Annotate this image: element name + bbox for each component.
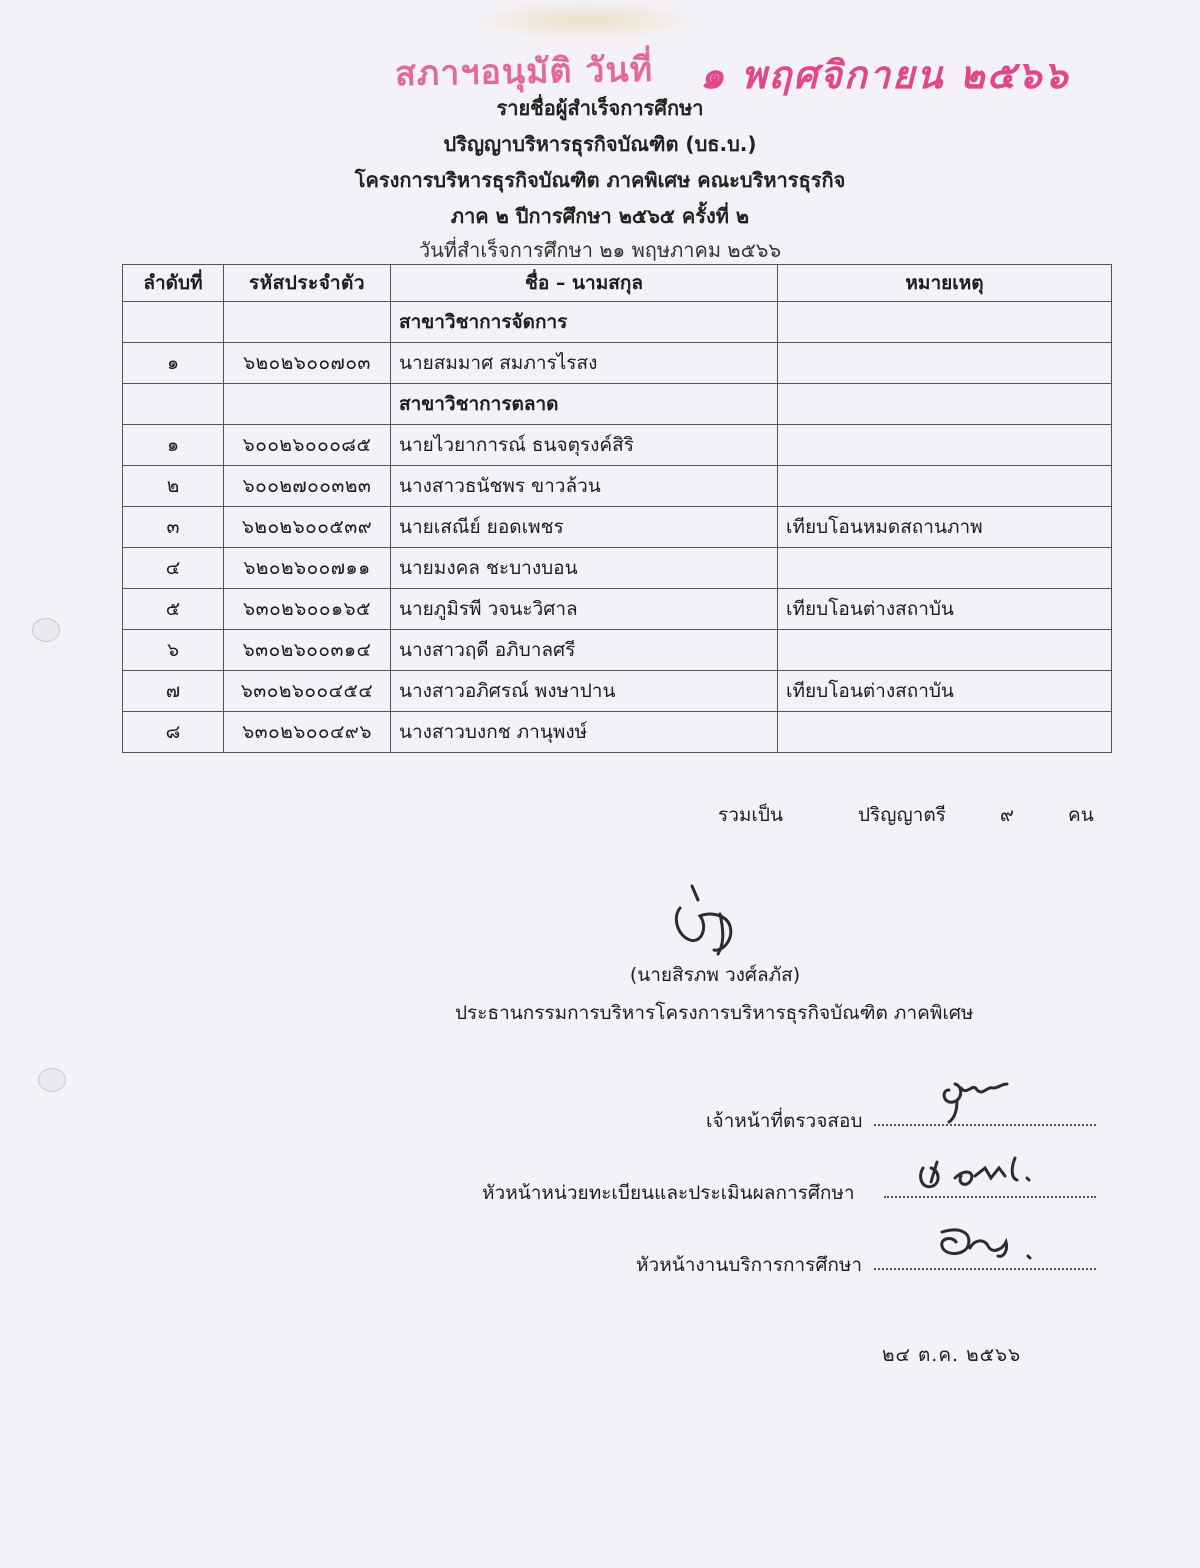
chair-title: ประธานกรรมการบริหารโครงการบริหารธุรกิจบัณฑิต ภาคพิเศษ	[455, 1002, 974, 1024]
table-row	[123, 425, 1112, 466]
punch-hole	[32, 618, 60, 642]
punch-hole	[38, 1068, 66, 1092]
row-no-cell: ๘	[123, 712, 224, 753]
table-row	[123, 466, 1112, 507]
note-cell	[778, 425, 1112, 466]
title-line-3: โครงการบริหารธุรกิจบัณฑิต ภาคพิเศษ คณะบริหารธุรกิจ	[354, 168, 846, 192]
row-no-cell: ๕	[123, 589, 224, 630]
note-cell	[778, 384, 1112, 425]
student-id-cell: ๖๒๐๒๖๐๐๗๑๑	[224, 548, 391, 589]
graduation-date: วันที่สำเร็จการศึกษา ๒๑ พฤษภาคม ๒๕๖๖	[418, 238, 782, 262]
graduates-table	[122, 264, 1112, 753]
paper-stain	[470, 0, 700, 40]
registrar-head-label: หัวหน้าหน่วยทะเบียนและประเมินผลการศึกษา	[482, 1182, 855, 1204]
student-id-cell: ๖๐๐๒๗๐๐๓๒๓	[224, 466, 391, 507]
student-name-cell: นายมงคล ชะบางบอน	[391, 548, 778, 589]
approval-stamp: สภาฯอนุมัติ วันที่	[394, 49, 654, 95]
student-name-cell: นายไวยาการณ์ ธนจตุรงค์สิริ	[391, 425, 778, 466]
title-line-1: รายชื่อผู้สำเร็จการศึกษา	[496, 96, 704, 120]
row-no-cell: ๖	[123, 630, 224, 671]
approval-date-handwritten: ๑ พฤศจิกายน ๒๕๖๖	[700, 52, 1070, 97]
note-cell	[778, 343, 1112, 384]
education-service-head-signature	[930, 1222, 1050, 1272]
row-no-cell: ๑	[123, 343, 224, 384]
table-row	[123, 548, 1112, 589]
major-name-cell: สาขาวิชาการตลาด	[391, 384, 778, 425]
chair-name: (นายสิรภพ วงศ์ลภัส)	[629, 964, 801, 986]
table-header-row	[123, 265, 1112, 302]
table-row	[123, 589, 1112, 630]
table-row	[123, 712, 1112, 753]
major-name-cell: สาขาวิชาการจัดการ	[391, 302, 778, 343]
student-name-cell: นายสมมาศ สมภารไรสง	[391, 343, 778, 384]
education-service-head-label: หัวหน้างานบริการการศึกษา	[636, 1254, 863, 1276]
row-no-cell: ๑	[123, 425, 224, 466]
note-cell	[778, 302, 1112, 343]
row-no-cell: ๔	[123, 548, 224, 589]
note-cell: เทียบโอนต่างสถาบัน	[778, 589, 1112, 630]
checker-label: เจ้าหน้าที่ตรวจสอบ	[706, 1110, 863, 1132]
table-row	[123, 343, 1112, 384]
major-row	[123, 384, 1112, 425]
col-header-note: หมายเหตุ	[778, 265, 1112, 302]
student-id-cell: ๖๒๐๒๖๐๐๗๐๓	[224, 343, 391, 384]
registrar-head-signature	[915, 1148, 1065, 1208]
row-no-cell	[123, 302, 224, 343]
student-id-cell: ๖๐๐๒๖๐๐๐๘๕	[224, 425, 391, 466]
student-id-cell: ๖๓๐๒๖๐๐๔๕๔	[224, 671, 391, 712]
student-id-cell	[224, 302, 391, 343]
student-name-cell: นายเสณีย์ ยอดเพชร	[391, 507, 778, 548]
note-cell: เทียบโอนต่างสถาบัน	[778, 671, 1112, 712]
row-no-cell: ๒	[123, 466, 224, 507]
title-line-2: ปริญญาบริหารธุรกิจบัณฑิต (บธ.บ.)	[443, 132, 757, 156]
student-id-cell: ๖๓๐๒๖๐๐๑๖๕	[224, 589, 391, 630]
title-line-4: ภาค ๒ ปีการศึกษา ๒๕๖๕ ครั้งที่ ๒	[450, 204, 750, 228]
col-header-id: รหัสประจำตัว	[224, 265, 391, 302]
student-name-cell: นางสาวธนัชพร ขาวล้วน	[391, 466, 778, 507]
student-name-cell: นางสาวอภิศรณ์ พงษาปาน	[391, 671, 778, 712]
note-cell	[778, 712, 1112, 753]
note-cell: เทียบโอนหมดสถานภาพ	[778, 507, 1112, 548]
student-name-cell: นายภูมิรพี วจนะวิศาล	[391, 589, 778, 630]
note-cell	[778, 466, 1112, 507]
chair-signature	[660, 878, 770, 963]
total-count: ๙	[1000, 804, 1014, 826]
document-date: ๒๔ ต.ค. ๒๕๖๖	[882, 1344, 1022, 1366]
table-row	[123, 630, 1112, 671]
table-row	[123, 671, 1112, 712]
note-cell	[778, 548, 1112, 589]
student-id-cell: ๖๓๐๒๖๐๐๓๑๔	[224, 630, 391, 671]
total-degree: ปริญญาตรี	[858, 804, 946, 826]
major-row	[123, 302, 1112, 343]
student-name-cell: นางสาวฤดี อภิบาลศรี	[391, 630, 778, 671]
total-label: รวมเป็น	[718, 804, 783, 826]
total-unit: คน	[1068, 804, 1094, 826]
checker-signature	[935, 1066, 1045, 1126]
student-name-cell: นางสาวบงกช ภานุพงษ์	[391, 712, 778, 753]
row-no-cell: ๗	[123, 671, 224, 712]
col-header-no: ลำดับที่	[123, 265, 224, 302]
student-id-cell: ๖๒๐๒๖๐๐๕๓๙	[224, 507, 391, 548]
row-no-cell: ๓	[123, 507, 224, 548]
student-id-cell: ๖๓๐๒๖๐๐๔๙๖	[224, 712, 391, 753]
table-row	[123, 507, 1112, 548]
col-header-name: ชื่อ – นามสกุล	[391, 265, 778, 302]
note-cell	[778, 630, 1112, 671]
row-no-cell	[123, 384, 224, 425]
student-id-cell	[224, 384, 391, 425]
